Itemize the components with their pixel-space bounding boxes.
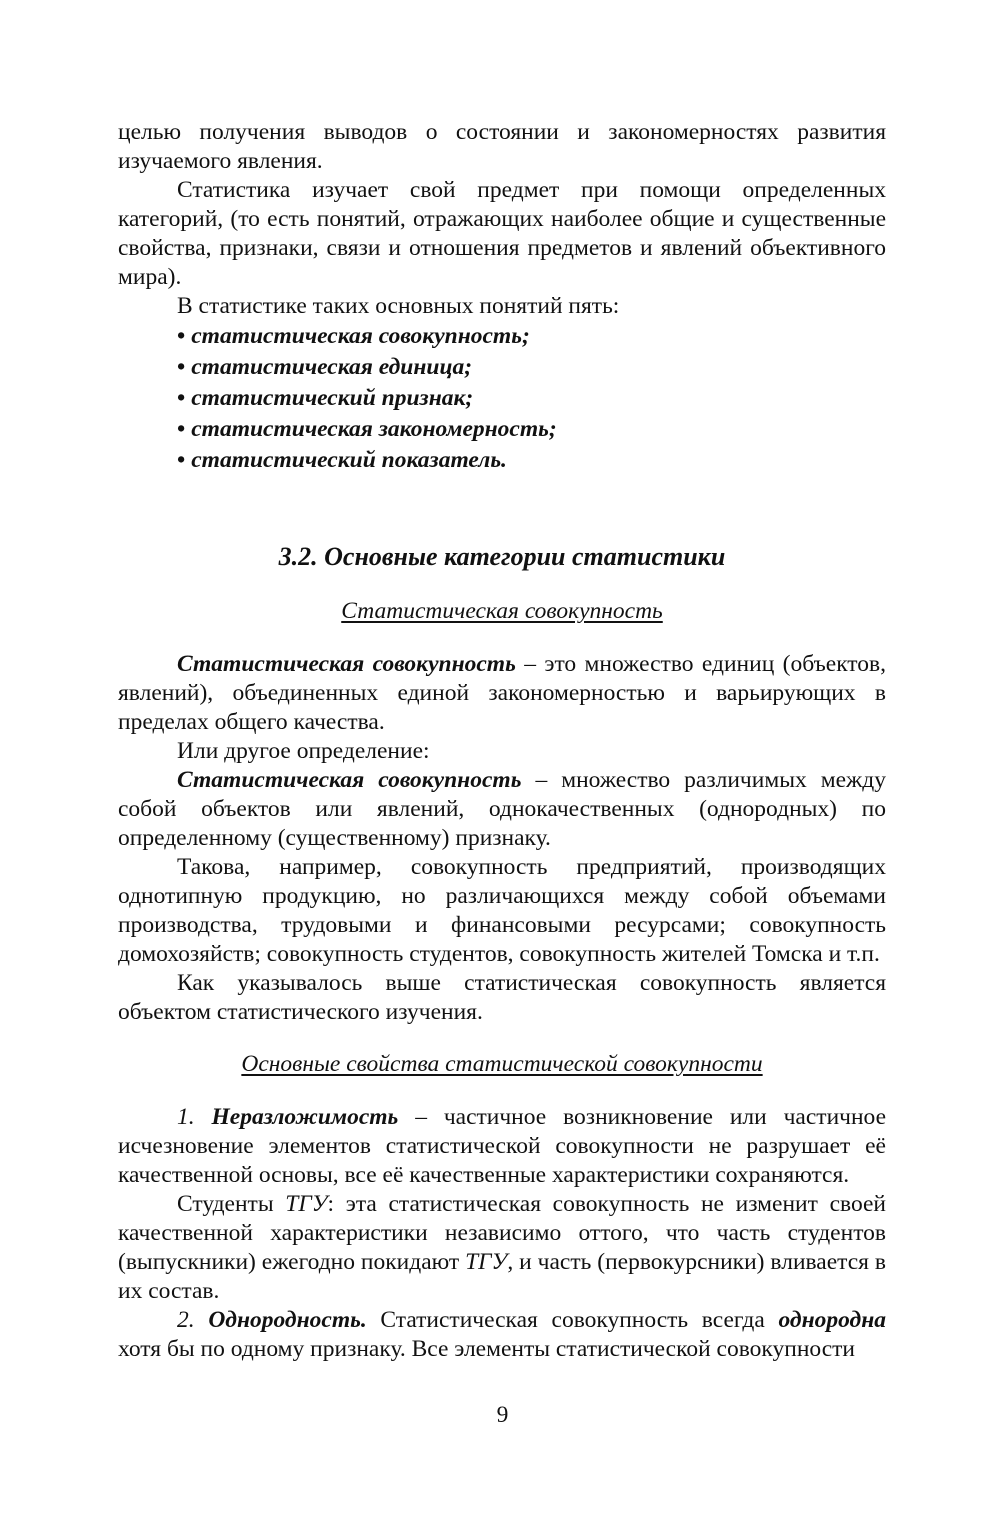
bullet-icon: • xyxy=(177,323,186,349)
intro-paragraph-1: целью получения выводов о состоянии и закономерностях развития изучаемого явления. xyxy=(118,119,886,174)
object-paragraph: Как указывалось выше статистическая совокупность является объектом статистического изучения. xyxy=(118,970,886,1025)
list-item: • статистический признак; xyxy=(177,385,474,411)
property-1-paragraph: 1. Неразложимость – частичное возникновение или частичное исчезновение элементов статистической совокупности не разрушает её качественной основы, все её качественные характеристики сохраняются. xyxy=(118,1104,887,1188)
property-2-paragraph: 2. Однородность. Статистическая совокупность всегда однородна хотя бы по одному признаку. Все элементы статистической совокупности xyxy=(118,1307,887,1362)
example-paragraph: Такова, например, совокупность предприятий, производящих однотипную продукцию, но различающихся между собой объемами производства, трудовыми и финансовыми ресурсами; совокупность домохозяйств; совокупность студентов, совокупность жителей Томска и т.п. xyxy=(118,854,886,967)
term-bold-italic: Неразложимость xyxy=(211,1104,399,1130)
subsection-title-population: Статистическая совокупность xyxy=(341,598,663,624)
definition-paragraph-2: Статистическая совокупность – множество различимых между собой объектов или явлений, однокачественных (однородных) по определенному (существенному) признаку. xyxy=(118,767,886,851)
page-number: 9 xyxy=(496,1402,509,1428)
list-item: • статистический показатель. xyxy=(177,447,507,473)
bullet-icon: • xyxy=(177,416,186,442)
text-column xyxy=(118,118,886,1364)
definition-paragraph-1: Статистическая совокупность – это множество единиц (объектов, явлений), объединенных единой закономерностью и варьирующих в пределах общего качества. xyxy=(118,651,886,735)
list-item: • статистическая единица; xyxy=(177,354,473,380)
bullet-icon: • xyxy=(177,354,186,380)
list-item: • статистическая совокупность; xyxy=(177,323,530,349)
subsection-title-properties: Основные свойства статистической совокупности xyxy=(241,1051,763,1077)
term-bold-italic: Статистическая совокупность xyxy=(177,767,522,793)
term-bold-italic: Статистическая совокупность xyxy=(177,651,516,677)
bullet-icon: • xyxy=(177,447,186,473)
term-bold-italic: однородна xyxy=(778,1307,887,1333)
alt-definition-intro: Или другое определение: xyxy=(177,738,430,764)
intro-paragraph-2: Статистика изучает свой предмет при помощи определенных категорий, (то есть понятий, отражающих наиболее общие и существенные свойства, признаки, связи и отношения предметов и явлений объективного мира). xyxy=(118,177,886,290)
bullet-icon: • xyxy=(177,385,186,411)
list-item: • статистическая закономерность; xyxy=(177,416,557,442)
section-title: 3.2. Основные категории статистики xyxy=(278,542,726,571)
term-bold-italic: Однородность. xyxy=(208,1307,367,1333)
categories-list xyxy=(118,321,886,476)
property-1-example: Студенты ТГУ: эта статистическая совокупность не изменит своей качественной характеристики независимо оттого, что часть студентов (выпускники) ежегодно покидают ТГУ, и часть (первокурсники) вливается в их состав. xyxy=(118,1191,886,1304)
intro-paragraph-3: В статистике таких основных понятий пять: xyxy=(177,293,620,319)
